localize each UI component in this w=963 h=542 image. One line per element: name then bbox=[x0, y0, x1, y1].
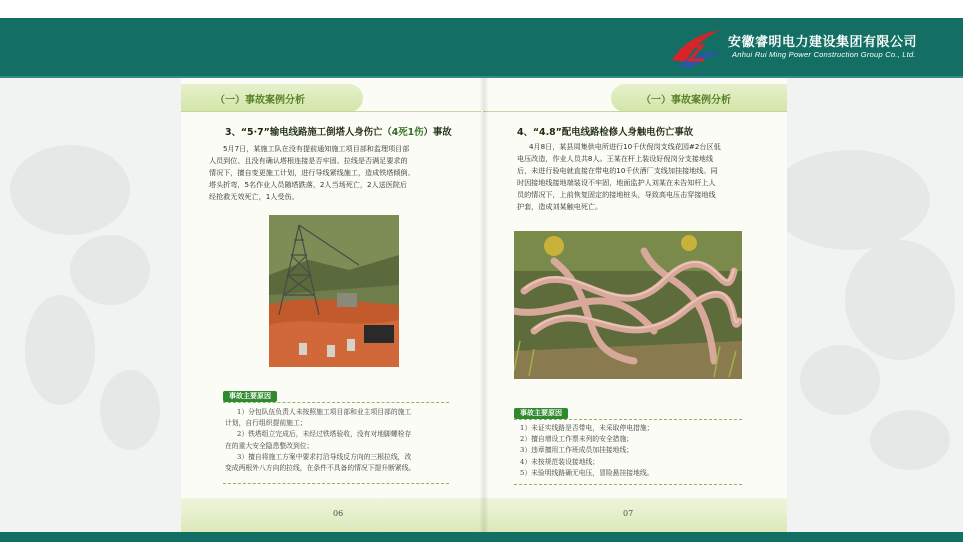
header-rule bbox=[483, 111, 787, 112]
reason-rule bbox=[514, 419, 742, 420]
section-header-tab bbox=[611, 84, 787, 112]
reason-item: 变成两根外八方向的拉线，在条件不具备的情况下提升断紧线。 bbox=[225, 464, 416, 473]
section-header-tab bbox=[181, 84, 363, 112]
company-name-cn: 安徽睿明电力建设集团有限公司 bbox=[728, 35, 918, 50]
body-line: 经抢救无效死亡，1人受伤。 bbox=[209, 192, 299, 201]
top-strip bbox=[0, 0, 963, 18]
body-line: 员的情况下，上前恢复固定的接地桩头，导致高电压击穿接地线 bbox=[517, 190, 716, 199]
reason-item: 3）违章擅用工作班成员加挂接地线； bbox=[520, 446, 634, 455]
case-title: 3、“5·7”输电线路施工倒塔人身伤亡（4死1伤）事故 bbox=[225, 127, 452, 138]
page-06 bbox=[181, 78, 483, 532]
grounding-wire-photo bbox=[514, 231, 742, 379]
body-line: 4月8日，某县周集供电所进行10千伏倪岗支线花园#2台区低 bbox=[529, 142, 721, 151]
company-name-en: Anhui Rui Ming Power Construction Group Co., Ltd. bbox=[732, 50, 916, 59]
body-line: 5月7日，某施工队在没有提前通知施工项目部和监理项目部 bbox=[223, 144, 410, 153]
bottom-banner bbox=[0, 532, 963, 542]
reason-item: 2）铁塔组立完成后，未经过铁塔验收，没有对地脚螺栓存 bbox=[237, 430, 412, 439]
body-line: 情况下，擅自变更施工计划，进行导线紧线施工，造成铁塔倾倒、 bbox=[209, 168, 415, 177]
case-body bbox=[517, 141, 721, 213]
body-line: 电压改造，作业人员共8人。王某在杆上装设好倪岗分支接地线 bbox=[517, 154, 714, 163]
reason-item: 4）未按规范装设接地线； bbox=[520, 457, 600, 466]
body-line: 人员到位、且没有确认塔根连接是否牢固、拉线是否满足要求的 bbox=[209, 156, 408, 165]
reason-list bbox=[225, 407, 415, 474]
section-header-text: （一）事故案例分析 bbox=[641, 95, 731, 106]
reason-item: 在的重大安全隐患整改到位； bbox=[225, 441, 314, 450]
reason-item: 2）擅自增设工作票未列的安全措施； bbox=[520, 435, 634, 444]
reason-rule-bottom bbox=[223, 483, 449, 484]
book-fold-shadow bbox=[479, 78, 489, 532]
section-header-text: （一）事故案例分析 bbox=[215, 95, 305, 106]
reason-item: 3）擅自将施工方案中要求打沿导线反方向的三根拉线，改 bbox=[237, 452, 412, 461]
tower-collapse-photo bbox=[269, 215, 399, 367]
reason-rule bbox=[223, 402, 449, 403]
page-number: 07 bbox=[623, 509, 634, 518]
reason-rule-bottom bbox=[514, 484, 742, 485]
page-footer bbox=[483, 498, 787, 532]
reason-item: 1）分包队伍负责人未按照施工项目部和业主项目部的施工 bbox=[237, 408, 412, 416]
reason-item: 计划，自行组织提前施工； bbox=[225, 419, 307, 428]
reason-label: 事故主要原因 bbox=[514, 408, 568, 419]
reason-item: 1）未证实线路是否带电，未采取停电措施； bbox=[520, 424, 654, 432]
case-title: 4、“4.8”配电线路检修人身触电伤亡事故 bbox=[517, 127, 694, 138]
page-07 bbox=[483, 78, 787, 532]
body-line: 后，未进行验电就直接在带电的10千伏酒厂支线加挂接地线。同 bbox=[517, 166, 718, 175]
body-line: 塔头折弯，5名作业人员随塔跌落，2人当场死亡，2人送医院后 bbox=[209, 180, 407, 189]
reason-list bbox=[516, 423, 653, 479]
reason-item: 5）未验明线路确无电压，冒险悬挂接地线。 bbox=[520, 468, 654, 477]
body-line: 护套，造成刘某触电死亡。 bbox=[517, 202, 603, 211]
body-line: 时因接地线接地端装设不牢固，地面监护人刘某在未告知杆上人 bbox=[517, 178, 716, 187]
page-footer bbox=[181, 498, 483, 532]
page-number: 06 bbox=[333, 509, 344, 518]
case-body bbox=[209, 143, 415, 203]
company-logo-icon bbox=[668, 26, 724, 70]
reason-label: 事故主要原因 bbox=[223, 391, 277, 402]
header-rule bbox=[181, 111, 481, 112]
